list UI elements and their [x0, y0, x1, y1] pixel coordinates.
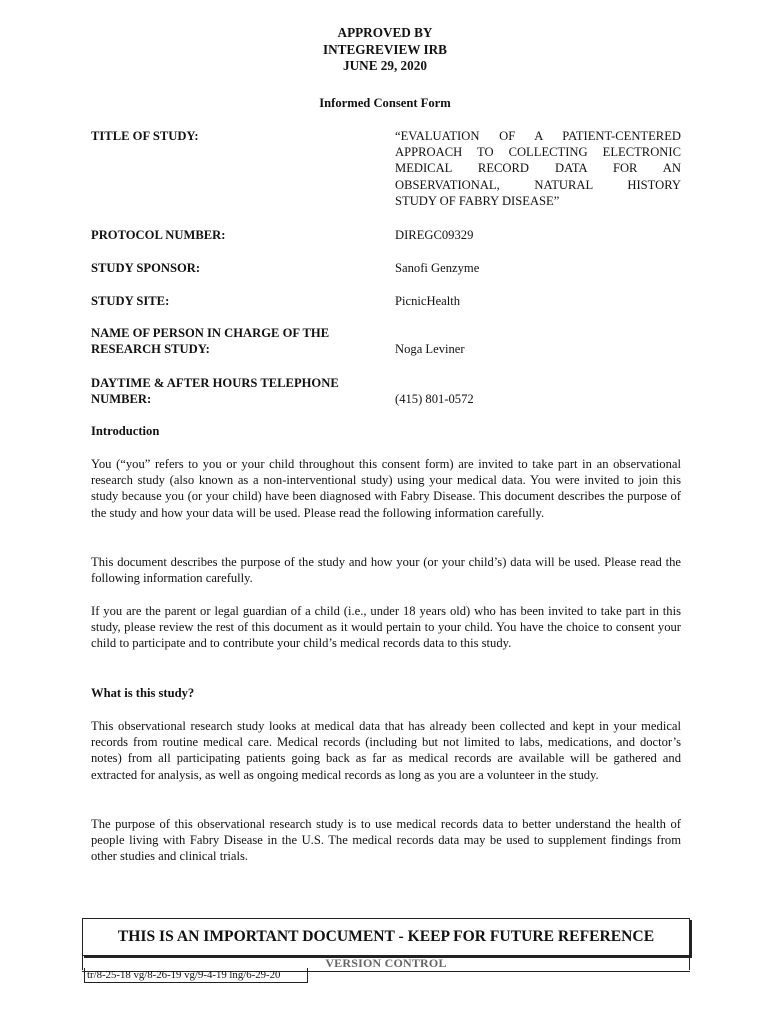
telephone-value: (415) 801-0572 [395, 392, 474, 406]
study-title-value [395, 128, 681, 209]
document-title: Informed Consent Form [319, 96, 451, 110]
site-label: STUDY SITE: [91, 294, 170, 308]
what-is-study-heading: What is this study? [91, 686, 195, 700]
telephone-label-line: DAYTIME & AFTER HOURS TELEPHONE [91, 376, 339, 390]
study-title-line: STUDY OF FABRY DISEASE” [395, 193, 560, 208]
person-label-line: RESEARCH STUDY: [91, 342, 210, 357]
protocol-value: DIREGC09329 [395, 228, 474, 242]
telephone-label-line: NUMBER: [91, 392, 152, 407]
version-codes: tr/8-25-18 vg/8-26-19 vg/9-4-19 lng/6-29-20 [84, 968, 308, 983]
approval-line-1: APPROVED BY [337, 25, 433, 40]
study-description-paragraph: This observational research study looks at medical data that has already been collected and kept in your medical records from routine medical care. Medical records (including but not limited to labs, medications, and doctor’s notes) from all participating patients going back as far as medical records are available will be gathered and extracted for analysis, as well as ongoing medical records as long as you are a volunteer in the study. [91, 719, 681, 782]
person-in-charge-value: Noga Leviner [395, 342, 465, 356]
site-value: PicnicHealth [395, 294, 461, 308]
sponsor-label: STUDY SPONSOR: [91, 261, 201, 275]
study-purpose-paragraph: The purpose of this observational research study is to use medical records data to better understand the health of people living with Fabry Disease in the U.S. The medical records data may be used to supplement findings from other studies and clinical trials. [91, 817, 681, 864]
introduction-paragraph: This document describes the purpose of the study and how your (or your child’s) data will be used. Please read the following information carefully. [91, 555, 681, 586]
irb-approval-stamp [0, 25, 770, 75]
protocol-label: PROTOCOL NUMBER: [91, 228, 226, 242]
introduction-paragraph: You (“you” refers to you or your child throughout this consent form) are invited to take part in an observational research study (also known as a non-interventional study) using your medical data. You were invited to join this study because you (or your child) have been diagnosed with Fabry Disease. This document describes the purpose of the study and how your data will be used. Please read the following information carefully. [91, 457, 681, 520]
version-control-label: VERSION CONTROL [325, 956, 447, 970]
telephone-label [91, 375, 381, 407]
important-notice-text: THIS IS AN IMPORTANT DOCUMENT - KEEP FOR FUTURE REFERENCE [117, 928, 655, 945]
introduction-heading: Introduction [91, 424, 160, 438]
approval-line-2: INTEGREVIEW IRB [323, 41, 447, 57]
study-title-line: APPROACH TO COLLECTING ELECTRONIC [395, 145, 681, 160]
study-title-line: MEDICAL RECORD DATA FOR AN [395, 161, 681, 176]
study-title-line: OBSERVATIONAL, NATURAL HISTORY [395, 177, 681, 192]
important-notice-box [82, 918, 690, 956]
person-label-line: NAME OF PERSON IN CHARGE OF THE [91, 326, 330, 340]
study-title-label: TITLE OF STUDY: [91, 129, 199, 143]
introduction-paragraph: If you are the parent or legal guardian of a child (i.e., under 18 years old) who has been invited to take part in this study, please review the rest of this document as it would pertain to your child. You have the choice to consent your child to participate and to contribute your child’s medical records data to this study. [91, 604, 681, 651]
person-in-charge-label [91, 325, 381, 357]
study-title-line: “EVALUATION OF A PATIENT-CENTERED [395, 129, 681, 143]
sponsor-value: Sanofi Genzyme [395, 261, 480, 275]
approval-date: JUNE 29, 2020 [343, 58, 427, 74]
